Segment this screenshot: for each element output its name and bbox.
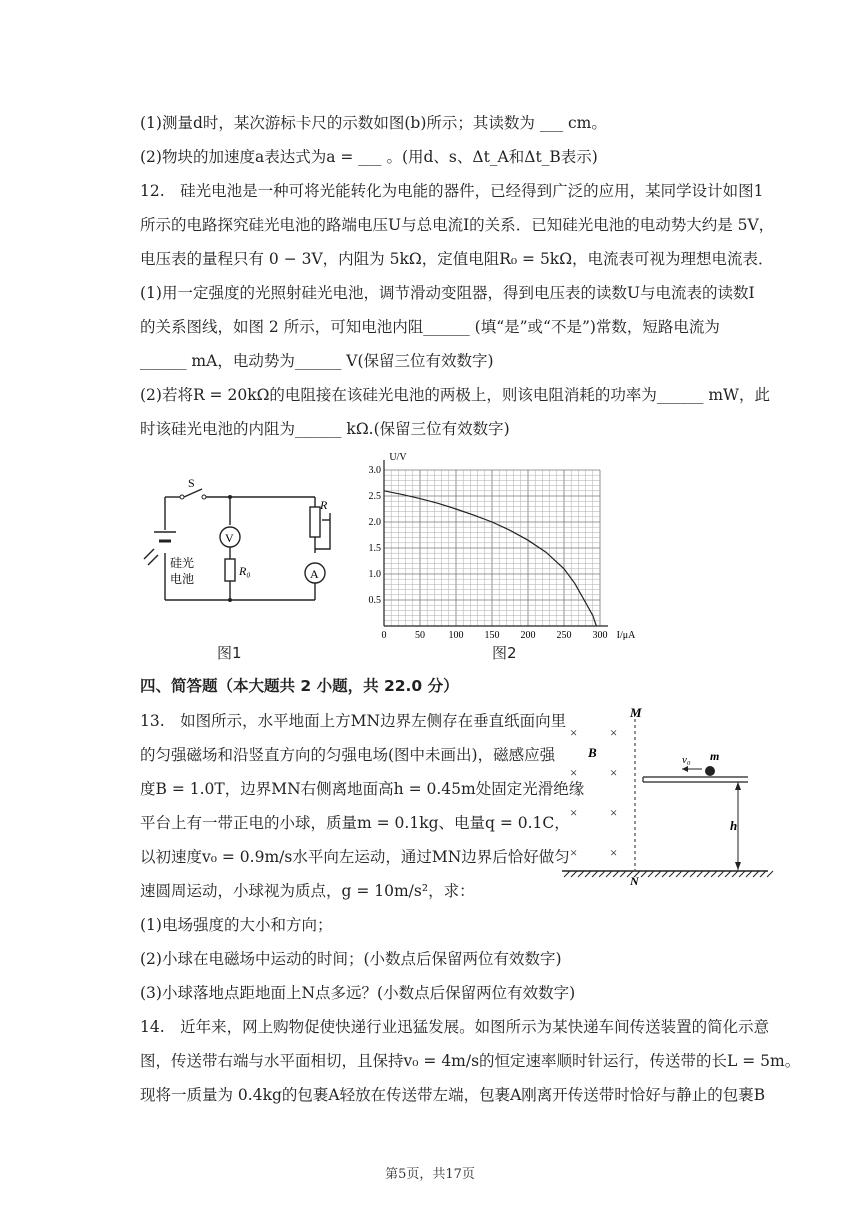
ground-hatch — [711, 871, 717, 877]
ground-hatch — [606, 871, 612, 877]
x-tick-label: 0 — [381, 630, 387, 640]
ground-hatch — [697, 871, 703, 877]
voltmeter-label: V — [225, 531, 234, 545]
x-tick-label: 100 — [448, 630, 464, 640]
ammeter-label: A — [310, 567, 319, 581]
cross-mark: × — [610, 725, 618, 740]
text-line: 14. 近年来，网上购物促使快递行业迅猛发展。如图所示为某快递车间传送装置的简化示意 — [140, 1018, 770, 1036]
ground-hatch — [564, 871, 570, 877]
n-boundary-label: N — [630, 874, 639, 885]
ground-hatch — [725, 871, 731, 877]
m-boundary-label: M — [630, 705, 642, 720]
y-axis-label: U/V — [389, 452, 407, 463]
x-axis-label: I/μA — [616, 630, 636, 640]
u-i-chart — [360, 450, 650, 640]
y-tick-label: 1.0 — [368, 569, 381, 580]
text-line: 度B = 1.0T，边界MN右侧离地面高h = 0.45m处固定光滑绝缘 — [140, 780, 585, 798]
figure-caption: 图1 — [217, 644, 242, 662]
ground-hatch — [704, 871, 710, 877]
text-line: (1)用一定强度的光照射硅光电池，调节滑动变阻器，得到电压表的读数U与电流表的读数I — [140, 284, 755, 302]
y-tick-label: 0.5 — [368, 595, 381, 606]
section-heading: 四、简答题（本大题共 2 小题，共 22.0 分） — [140, 677, 459, 695]
cross-mark: × — [570, 805, 578, 820]
ground-hatch — [767, 871, 773, 877]
text-line: ______ mA，电动势为______ V(保留三位有效数字) — [140, 352, 494, 370]
switch-label: S — [188, 476, 195, 490]
cross-mark: × — [610, 805, 618, 820]
ground-hatch — [739, 871, 745, 877]
text-line: 平台上有一带正电的小球，质量m = 0.1kg、电量q = 0.1C， — [140, 814, 570, 832]
cross-mark: × — [610, 765, 618, 780]
ground-hatch — [571, 871, 577, 877]
field-diagram — [558, 705, 778, 885]
text-line: (2)物块的加速度a表达式为a = ___ 。(用d、s、Δt_A和Δt_B表示) — [140, 148, 598, 166]
ground-hatch — [599, 871, 605, 877]
text-line: 所示的电路探究硅光电池的路端电压U与总电流I的关系．已知硅光电池的电动势大约是 5V， — [140, 216, 775, 234]
text-line: 13. 如图所示，水平地面上方MN边界左侧存在垂直纸面向里 — [140, 712, 567, 730]
text-line: 时该硅光电池的内阻为______ kΩ.(保留三位有效数字) — [140, 420, 510, 438]
ground-hatch — [669, 871, 675, 877]
r0-label: R₀ — [239, 564, 251, 578]
cross-mark: × — [570, 845, 578, 860]
text-line: 电压表的量程只有 0 − 3V，内阻为 5kΩ，定值电阻R₀ = 5kΩ，电流表可视为理想电流表． — [140, 250, 774, 268]
cross-mark: × — [610, 845, 618, 860]
text-line: (2)若将R = 20kΩ的电阻接在该硅光电池的两极上，则该电阻消耗的功率为______ mW，此 — [140, 386, 770, 404]
ground-hatch — [655, 871, 661, 877]
m-label: m — [710, 749, 720, 763]
text-line: 以初速度v₀ = 0.9m/s水平向左运动，通过MN边界后恰好做匀 — [140, 848, 570, 866]
ground-hatch — [585, 871, 591, 877]
text-line: 速圆周运动，小球视为质点，g = 10m/s²，求： — [140, 882, 475, 900]
ground-hatch — [620, 871, 626, 877]
ground-hatch — [662, 871, 668, 877]
text-line: 的匀强磁场和沿竖直方向的匀强电场(图中未画出)，磁感应强 — [140, 746, 556, 764]
ground-hatch — [718, 871, 724, 877]
y-tick-label: 2.5 — [368, 491, 381, 502]
v0-label: v₀ — [682, 754, 691, 766]
y-tick-label: 2.0 — [368, 517, 381, 528]
ground-hatch — [746, 871, 752, 877]
text-line: (2)小球在电磁场中运动的时间；(小数点后保留两位有效数字) — [140, 950, 562, 968]
text-line: 图，传送带右端与水平面相切，且保持v₀ = 4m/s的恒定速率顺时针运行，传送带的长L = 5m。 — [140, 1052, 801, 1070]
ground-hatch — [613, 871, 619, 877]
x-tick-label: 50 — [415, 630, 425, 640]
ground-hatch — [676, 871, 682, 877]
cross-mark: × — [570, 765, 578, 780]
text-line: 12. 硅光电池是一种可将光能转化为电能的器件，已经得到广泛的应用，某同学设计如图1 — [140, 182, 764, 200]
page-footer: 第5页，共17页 — [385, 1167, 475, 1182]
text-line: 现将一质量为 0.4kg的包裹A轻放在传送带左端，包裹A刚离开传送带时恰好与静止的包裹B — [140, 1086, 766, 1104]
y-tick-label: 1.5 — [368, 543, 381, 554]
cross-mark: × — [570, 725, 578, 740]
battery-label: 硅光 — [170, 556, 195, 570]
text-line: (1)电场强度的大小和方向； — [140, 916, 333, 934]
x-tick-label: 200 — [520, 630, 536, 640]
text-line: (1)测量d时，某次游标卡尺的示数如图(b)所示；其读数为 ___ cm。 — [140, 114, 607, 132]
ground-hatch — [732, 871, 738, 877]
ground-hatch — [690, 871, 696, 877]
text-line: 的关系图线，如图 2 所示，可知电池内阻______ (填“是”或“不是”)常数，短路电流为 — [140, 318, 720, 336]
ground-hatch — [578, 871, 584, 877]
rheostat-label: R — [320, 498, 328, 512]
ground-hatch — [592, 871, 598, 877]
text-line: (3)小球落地点距地面上N点多远？(小数点后保留两位有效数字) — [140, 984, 576, 1002]
ground-hatch — [641, 871, 647, 877]
x-tick-label: 300 — [592, 630, 608, 640]
h-label: h — [730, 818, 738, 833]
ground-hatch — [683, 871, 689, 877]
x-tick-label: 250 — [556, 630, 572, 640]
battery-label: 电池 — [170, 572, 195, 586]
ground-hatch — [760, 871, 766, 877]
figure-caption: 图2 — [492, 644, 517, 662]
x-tick-label: 150 — [484, 630, 500, 640]
ground-hatch — [753, 871, 759, 877]
circuit-diagram — [140, 475, 340, 610]
ground-hatch — [648, 871, 654, 877]
y-tick-label: 3.0 — [368, 465, 381, 476]
b-label: B — [588, 745, 597, 760]
